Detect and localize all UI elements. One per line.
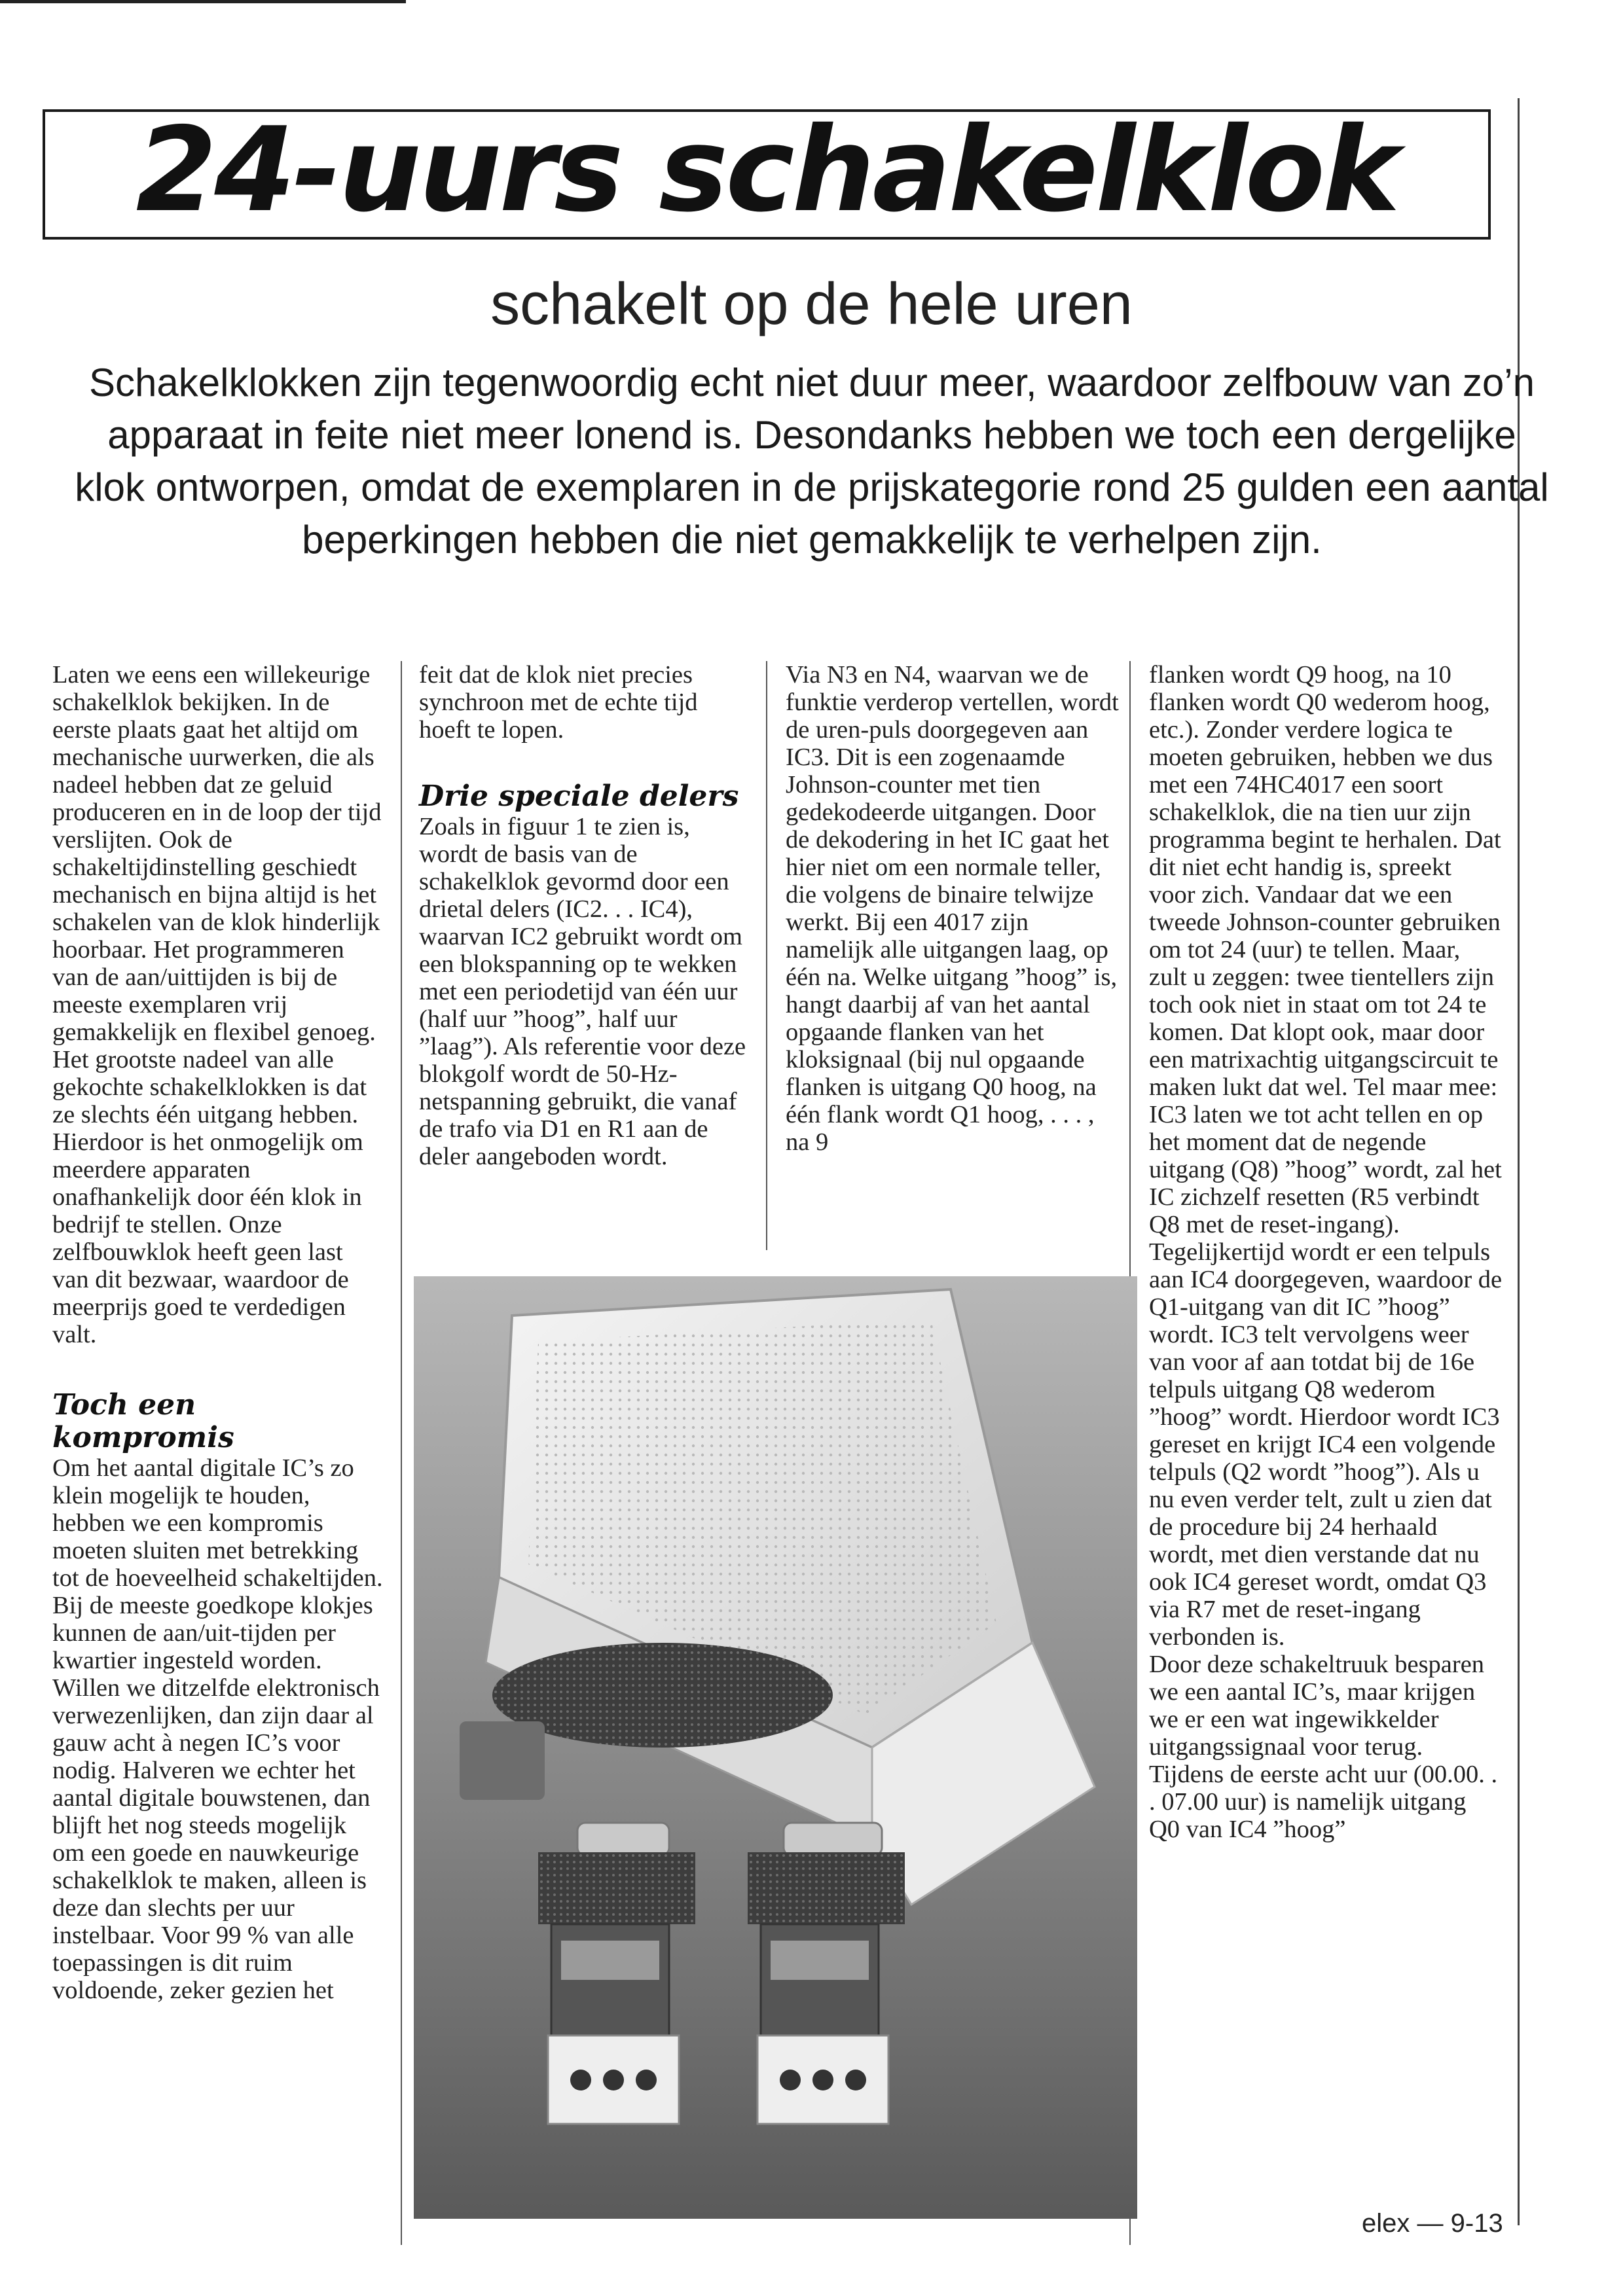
- footer-dash: —: [1417, 2209, 1444, 2238]
- pcb-right: [748, 1852, 905, 1924]
- relay-label-left: [561, 1941, 659, 1980]
- col2-paragraph-2: Zoals in figuur 1 te zien is, wordt de basis van de schakelklok gevormd door een drietal delers (IC2. . . IC4), waarvan IC2 gebruikt wordt om een blokspanning op te wekken met een periodetijd van één uur (half uur ”hoog”, half uur ”laag”). Als referentie voor deze blokgolf wordt de 50-Hz-netspanning gebruikt, die vanaf de trafo via D1 en R1 aan de deler aangeboden wordt.: [419, 813, 746, 1170]
- column-4: [1149, 661, 1503, 1843]
- col2-paragraph-1: feit dat de klok niet precies synchroon met de echte tijd hoeft te lopen.: [419, 661, 698, 744]
- col4-paragraph-3: Door deze schakeltruuk besparen we een aantal IC’s, maar krijgen we er een wat ingewikkelder uitgangssignaal voor terug. Tijdens de eerste acht uur (00.00. . . 07.00 uur) is namelijk uitgang Q0 van IC4 ”hoog”: [1149, 1651, 1498, 1843]
- screw-terminal: [603, 2070, 624, 2090]
- col4-paragraph-2: IC3 laten we tot acht tellen en op het moment dat de negende uitgang (Q8) ”hoog” wordt, zal het IC zichzelf resetten (R5 verbindt Q8 met de reset-ingang). Tegelijkertijd wordt er een telpuls aan IC4 doorgegeven, waardoor de Q1-uitgang van dit IC ”hoog” wordt. IC3 telt vervolgens weer van voor af aan totdat bij de 16e telpuls uitgang Q8 wederom ”hoog” wordt. Hierdoor wordt IC3 gereset en krijgt IC4 een volgende telpuls (Q2 wordt ”hoog”). Als u nu even verder telt, zult u zien dat de procedure bij 24 herhaald wordt, met dien verstande dat nu ook IC4 gereset wordt, omdat Q3 via R7 met de reset-ingang verbonden is.: [1149, 1101, 1503, 1651]
- screw-terminal: [812, 2070, 833, 2090]
- photo-illustration: [414, 1276, 1137, 2219]
- connector-right: [784, 1823, 882, 1856]
- lead-paragraph: Schakelklokken zijn tegenwoordig echt niet duur meer, waardoor zelfbouw van zo’n apparaat in feite niet meer lonend is. Desondanks hebben we toch een dergelijke klok ontworpen, omdat de exemplaren in de prijskategorie rond 25 gulden een aantal beperkingen hebben die niet gemakkelijk te verhelpen zijn.: [75, 361, 1549, 562]
- column-separator-1: [401, 661, 402, 2245]
- magazine-name: elex: [1362, 2209, 1410, 2238]
- col4-paragraph-1: flanken wordt Q9 hoog, na 10 flanken wordt Q0 wederom hoog, etc.). Zonder verdere logica te moeten gebruiken, hebben we dus met een 74HC4017 een soort schakelklok, die na tien uur zijn programma begint te herhalen. Dat dit niet echt handig is, spreekt voor zich. Vandaar dat we een tweede Johnson-counter gebruiken om tot 24 (uur) te tellen. Maar, zult u zeggen: twee tientellers zijn toch ook niet in staat om tot 24 te komen. Dat klopt ook, maar door een matrixachtig uitgangscircuit te maken lukt dat wel. Tel maar mee:: [1149, 661, 1501, 1101]
- column-2: [419, 661, 746, 1170]
- page-footer: [1362, 2209, 1503, 2238]
- screw-terminal: [570, 2070, 591, 2090]
- col1-heading: Toch een kompromis: [52, 1388, 234, 1454]
- col2-heading: Drie speciale delers: [419, 780, 739, 813]
- connector-left: [577, 1823, 669, 1856]
- page-title: 24-uurs schakelklok: [136, 102, 1398, 238]
- pcb-left: [538, 1852, 695, 1924]
- column-3: [786, 661, 1120, 1156]
- screw-terminal: [636, 2070, 657, 2090]
- screw-terminal: [845, 2070, 866, 2090]
- relay-label-right: [771, 1941, 869, 1980]
- column-separator-2: [766, 661, 767, 1250]
- page-subtitle: schakelt op de hele uren: [490, 272, 1133, 337]
- column-1: [52, 661, 383, 2004]
- col1-paragraph-1: Laten we eens een willekeurige schakelklok bekijken. In de eerste plaats gaat het altijd om mechanische uurwerken, die als nadeel hebben dat ze geluid produceren en in de loop der tijd verslijten. Ook de schakeltijdinstelling geschiedt mechanisch en bijna altijd is het schakelen van de klok hinderlijk hoorbaar. Het programmeren van de aan/uittijden is bij de meeste exemplaren vrij gemakkelijk en flexibel genoeg. Het grootste nadeel van alle gekochte schakelklokken is dat ze slechts één uitgang hebben. Hierdoor is het onmogelijk om meerdere apparaten onafhankelijk door één klok in bedrijf te stellen. Onze zelfbouwklok heeft geen last van dit bezwaar, waardoor de meerprijs goed te verdedigen valt.: [52, 661, 382, 1348]
- col1-paragraph-2: Om het aantal digitale IC’s zo klein mogelijk te houden, hebben we een kompromis moeten sluiten met betrekking tot de hoeveelheid schakeltijden. Bij de meeste goedkope klokjes kunnen de aan/uit-tijden per kwartier ingesteld worden. Willen we ditzelfde elektronisch verwezenlijken, dan zijn daar al gauw acht à negen IC’s voor nodig. Halveren we echter het aantal digitale bouwstenen, dan blijft het nog steeds mogelijk om een goede en nauwkeurige schakelklok te maken, alleen is deze dan slechts per uur instelbaar. Voor 99 % van alle toepassingen is dit ruim voldoende, zeker gezien het: [52, 1454, 383, 2004]
- product-photo: [414, 1276, 1137, 2219]
- col3-paragraph-1: Via N3 en N4, waarvan we de funktie verderop vertellen, wordt de uren-puls doorgegeven aan IC3. Dit is een zogenaamde Johnson-counter met tien gedekodeerde uitgangen. Door de dekodering in het IC gaat het hier niet om een normale teller, die volgens de binaire telwijze werkt. Bij een 4017 zijn namelijk alle uitgangen laag, op één na. Welke uitgang ”hoog” is, hangt daarbij af van het aantal opgaande flanken van het kloksignaal (bij nul opgaande flanken is uitgang Q0 hoog, na één flank wordt Q1 hoog, . . . , na 9: [786, 661, 1119, 1156]
- transformer: [460, 1721, 545, 1800]
- top-crop-mark: [0, 0, 406, 10]
- screw-terminal: [780, 2070, 801, 2090]
- page-number: 9-13: [1450, 2209, 1503, 2238]
